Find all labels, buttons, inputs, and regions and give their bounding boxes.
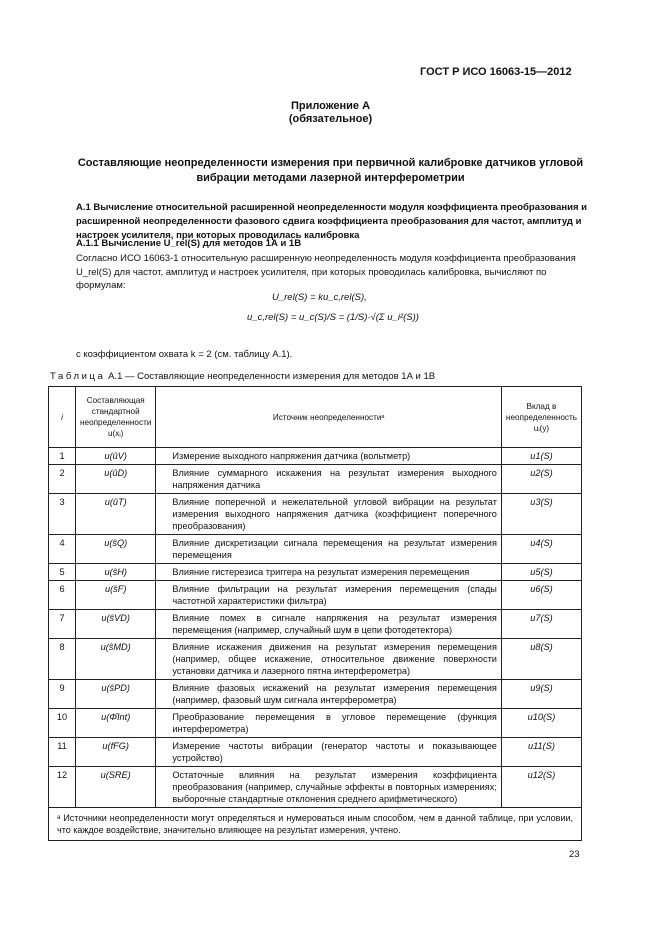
standard-header: ГОСТ Р ИСО 16063-15—2012 (420, 66, 572, 78)
row-source: Влияние суммарного искажения на результат измерения выходного напряжения датчика (156, 465, 502, 494)
table-row (49, 564, 582, 581)
table-row (49, 639, 582, 680)
table-footnote-row (49, 808, 582, 841)
annex-status: (обязательное) (288, 113, 373, 125)
row-contribution: u5(S) (501, 564, 581, 581)
row-contribution: u1(S) (501, 448, 581, 465)
row-source: Измерение частоты вибрации (генератор частоты и показывающее устройство) (156, 738, 502, 767)
row-index: 7 (49, 610, 76, 639)
table-row (49, 738, 582, 767)
row-contribution: u6(S) (501, 581, 581, 610)
row-source: Влияние фильтрации на результат измерения перемещения (спады частотной характеристики фильтра) (156, 581, 502, 610)
row-contribution: u3(S) (501, 494, 581, 535)
row-index: 4 (49, 535, 76, 564)
header-source: Источник неопределенностиᵃ (156, 387, 502, 448)
row-component: u(ûT) (76, 494, 156, 535)
row-source: Преобразование перемещения в угловое перемещение (функция интерферометра) (156, 709, 502, 738)
row-component: u(Φ̂Int) (76, 709, 156, 738)
table-row (49, 581, 582, 610)
table-caption (50, 371, 435, 382)
row-component: u(ŝVD) (76, 610, 156, 639)
table-row (49, 494, 582, 535)
intro-paragraph: Согласно ИСО 16063-1 относительную расширенную неопределенность модуля коэффициента преобразования U_rel(S) для частот, амплитуд и настроек усилителя, при которых проводилась калибровка, вычисляют по формулам: (76, 253, 576, 291)
row-contribution: u12(S) (501, 767, 581, 808)
row-index: 10 (49, 709, 76, 738)
row-contribution: u9(S) (501, 680, 581, 709)
row-component: u(ŝMD) (76, 639, 156, 680)
row-component: u(ŝPD) (76, 680, 156, 709)
row-component: u(SRE) (76, 767, 156, 808)
row-component: u(ŝF) (76, 581, 156, 610)
header-contribution: Вклад в неопределенность uᵢ(y) (501, 387, 581, 448)
row-contribution: u7(S) (501, 610, 581, 639)
subsection-a11-heading: А.1.1 Вычисление U_rel(S) для методов 1А и 1В (76, 238, 302, 249)
row-source: Влияние помех в сигнале напряжения на результат измерения перемещения (например, случайный шум в цепи фотодетектора) (156, 610, 502, 639)
uncertainty-table (48, 386, 582, 841)
row-source: Влияние гистерезиса триггера на результат измерения перемещения (156, 564, 502, 581)
row-index: 2 (49, 465, 76, 494)
header-index: i (49, 387, 76, 448)
formula-combined-uncertainty: u_c,rel(S) = u_c(S)/S = (1/S)·√(Σ u_i²(S)) (247, 312, 419, 323)
annex-title: Приложение А (290, 100, 371, 112)
row-source: Влияние дискретизации сигнала перемещения на результат измерения перемещения (156, 535, 502, 564)
row-contribution: u11(S) (501, 738, 581, 767)
row-index: 11 (49, 738, 76, 767)
row-component: u(ûD) (76, 465, 156, 494)
row-contribution: u4(S) (501, 535, 581, 564)
table-header-row (49, 387, 582, 448)
row-index: 3 (49, 494, 76, 535)
table-row (49, 610, 582, 639)
row-component: u(ûV) (76, 448, 156, 465)
row-index: 5 (49, 564, 76, 581)
row-contribution: u10(S) (501, 709, 581, 738)
row-index: 12 (49, 767, 76, 808)
row-source: Влияние искажения движения на результат измерения перемещения (например, общее искажение, относительное движение поверхности установки датчика и лазерного пятна интерферометра) (156, 639, 502, 680)
coverage-factor-text: с коэффициентом охвата k = 2 (см. таблицу А.1). (76, 349, 293, 360)
row-index: 1 (49, 448, 76, 465)
table-caption-text: А.1 — Составляющие неопределенности измерения для методов 1А и 1В (108, 371, 436, 382)
row-source: Влияние поперечной и нежелательной угловой вибрации на результат измерения выходного напряжения датчика (коэффициент поперечного преобразования) (156, 494, 502, 535)
row-contribution: u2(S) (501, 465, 581, 494)
header-component: Составляющая стандартной неопределенности u(xᵢ) (76, 387, 156, 448)
annex-heading (0, 100, 661, 126)
table-row (49, 767, 582, 808)
table-row (49, 465, 582, 494)
table-body (49, 448, 582, 808)
table-row (49, 448, 582, 465)
section-title: Составляющие неопределенности измерения при первичной калибровке датчиков угловой вибрации методами лазерной интерферометрии (77, 157, 584, 184)
formula-expanded-uncertainty: U_rel(S) = ku_c,rel(S), (272, 292, 367, 303)
row-component: u(fFG) (76, 738, 156, 767)
row-component: u(ŝH) (76, 564, 156, 581)
row-index: 9 (49, 680, 76, 709)
row-source: Измерение выходного напряжения датчика (вольтметр) (156, 448, 502, 465)
table-row (49, 535, 582, 564)
row-index: 8 (49, 639, 76, 680)
subsection-a1-heading: А.1 Вычисление относительной расширенной неопределенности модуля коэффициента преобразования и расширенной неопределенности фазового сдвига коэффициента преобразования для частот, амплитуд и настроек усилителя, при которых проводилась калибровка (76, 202, 588, 241)
table-row (49, 680, 582, 709)
row-index: 6 (49, 581, 76, 610)
row-component: u(ŝQ) (76, 535, 156, 564)
table-caption-prefix: Таблица (50, 371, 106, 382)
row-source: Влияние фазовых искажений на результат измерения перемещения (например, фазовый шум сигнала интерферометра) (156, 680, 502, 709)
row-contribution: u8(S) (501, 639, 581, 680)
table-footnote: ᵃ Источники неопределенности могут определяться и нумероваться иным способом, чем в данной таблице, при условии, что каждое воздействие, значительно влияющее на результат измерения, учтено. (49, 808, 582, 841)
table-row (49, 709, 582, 738)
row-source: Остаточные влияния на результат измерения коэффициента преобразования (например, случайные эффекты в повторных измерениях; выборочные стандартные отклонения среднего арифметического) (156, 767, 502, 808)
page-number: 23 (569, 849, 580, 860)
